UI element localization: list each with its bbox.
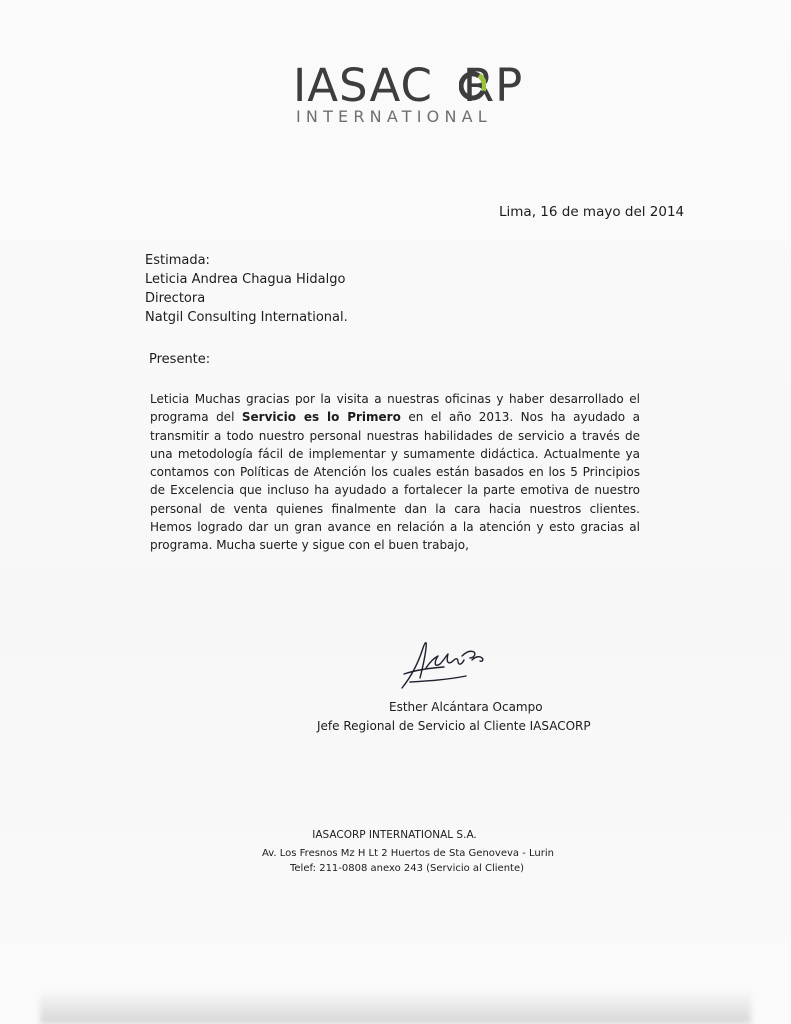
signer-name: Esther Alcántara Ocampo — [389, 700, 543, 714]
logo-ring-icon — [459, 71, 486, 101]
handwritten-signature — [396, 634, 488, 692]
greeting: Estimada: — [145, 253, 210, 268]
footer-company-text: IASACORP INTERNATIONAL S.A. — [312, 829, 477, 841]
salutation: Presente: — [149, 352, 211, 367]
logo-wordmark-end: RP — [462, 59, 524, 112]
signer-role: Jefe Regional de Servicio al Cliente IASACORP — [317, 719, 591, 733]
recipient-company: Natgil Consulting International. — [145, 310, 348, 325]
page-bottom-shadow — [40, 990, 751, 1024]
logo-wordmark-start: IASAC — [293, 59, 433, 112]
recipient-name: Leticia Andrea Chagua Hidalgo — [145, 272, 346, 287]
program-name: Servicio es lo Primero — [241, 410, 401, 425]
company-logo — [293, 59, 524, 132]
letter-date: Lima, 16 de mayo del 2014 — [499, 204, 685, 220]
letter-body-part2: en el año 2013. Nos ha ayudado a transmitir a todo nuestro personal nuestras habilidades de servicio a través de una metodología fácil de implementar y sumamente didáctica. Actualmente ya contamos con Políticas de Atención los cuales están basados en los 5 Principios de Excelencia que incluso ha ayudado a fortalecer la parte emotiva de nuestro personal de venta quienes finalmente dan la cara hacia nuestros clientes. Hemos logrado dar un gran avance en relación a la atención y esto gracias al programa. Mucha suerte y sigue con el buen trabajo, — [150, 410, 640, 553]
recipient-title: Directora — [145, 291, 206, 306]
logo-wordmark — [293, 59, 524, 112]
letter-body — [150, 390, 640, 555]
footer-company — [0, 829, 791, 841]
footer-address: Av. Los Fresnos Mz H Lt 2 Huertos de Sta Genoveva - Lurin — [262, 848, 554, 859]
logo-subtitle: INTERNATIONAL — [296, 107, 492, 126]
footer-phone: Telef: 211-0808 anexo 243 (Servicio al Cliente) — [290, 863, 525, 874]
letter-body-part1: Leticia Muchas gracias por la visita a nuestras oficinas y haber desarrollado el programa del — [150, 392, 640, 425]
